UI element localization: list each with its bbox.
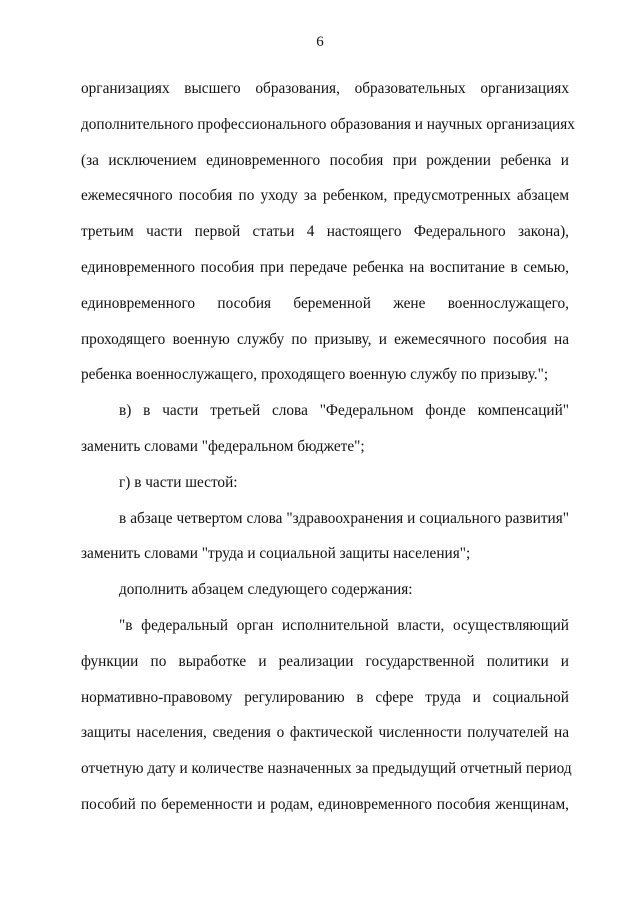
text-line: г) в части шестой: [119, 473, 238, 491]
text-line: в абзаце четвертом слова "здравоохранения и социального развития" [119, 509, 569, 527]
text-line: (за исключением единовременного пособия при рождении ребенка и [81, 151, 569, 169]
text-line: отчетную дату и количестве назначенных за предыдущий отчетный период [81, 760, 572, 778]
text-line: дополнительного профессионального образования и научных организациях [81, 115, 575, 133]
text-line: третьим части первой статьи 4 настоящего Федерального закона), [81, 223, 569, 241]
text-line: заменить словами "федеральном бюджете"; [81, 437, 365, 455]
text-line: пособий по беременности и родам, единовременного пособия женщинам, [81, 795, 569, 813]
text-line: в) в части третьей слова "Федеральном фонде компенсаций" [119, 402, 569, 420]
text-line: нормативно-правовому регулированию в сфере труда и социальной [81, 688, 569, 706]
text-line: заменить словами "труда и социальной защиты населения"; [81, 545, 471, 563]
text-line: организациях высшего образования, образовательных организациях [81, 80, 569, 97]
text-line: проходящего военную службу по призыву, и ежемесячного пособия на [81, 330, 569, 348]
text-line: защиты населения, сведения о фактической численности получателей на [81, 724, 569, 742]
text-line: "в федеральный орган исполнительной власти, осуществляющий [119, 616, 569, 634]
text-line: единовременного пособия при передаче ребенка на воспитание в семью, [81, 258, 569, 276]
page-number: 6 [316, 34, 324, 50]
text-line: ежемесячного пособия по уходу за ребенком, предусмотренных абзацем [81, 187, 569, 205]
text-line: функции по выработке и реализации государственной политики и [81, 652, 569, 670]
text-line: единовременного пособия беременной жене военнослужащего, [81, 294, 569, 312]
document-body [81, 71, 575, 823]
text-line: ребенка военнослужащего, проходящего военную службу по призыву."; [81, 366, 549, 384]
text-line: дополнить абзацем следующего содержания: [119, 581, 413, 599]
